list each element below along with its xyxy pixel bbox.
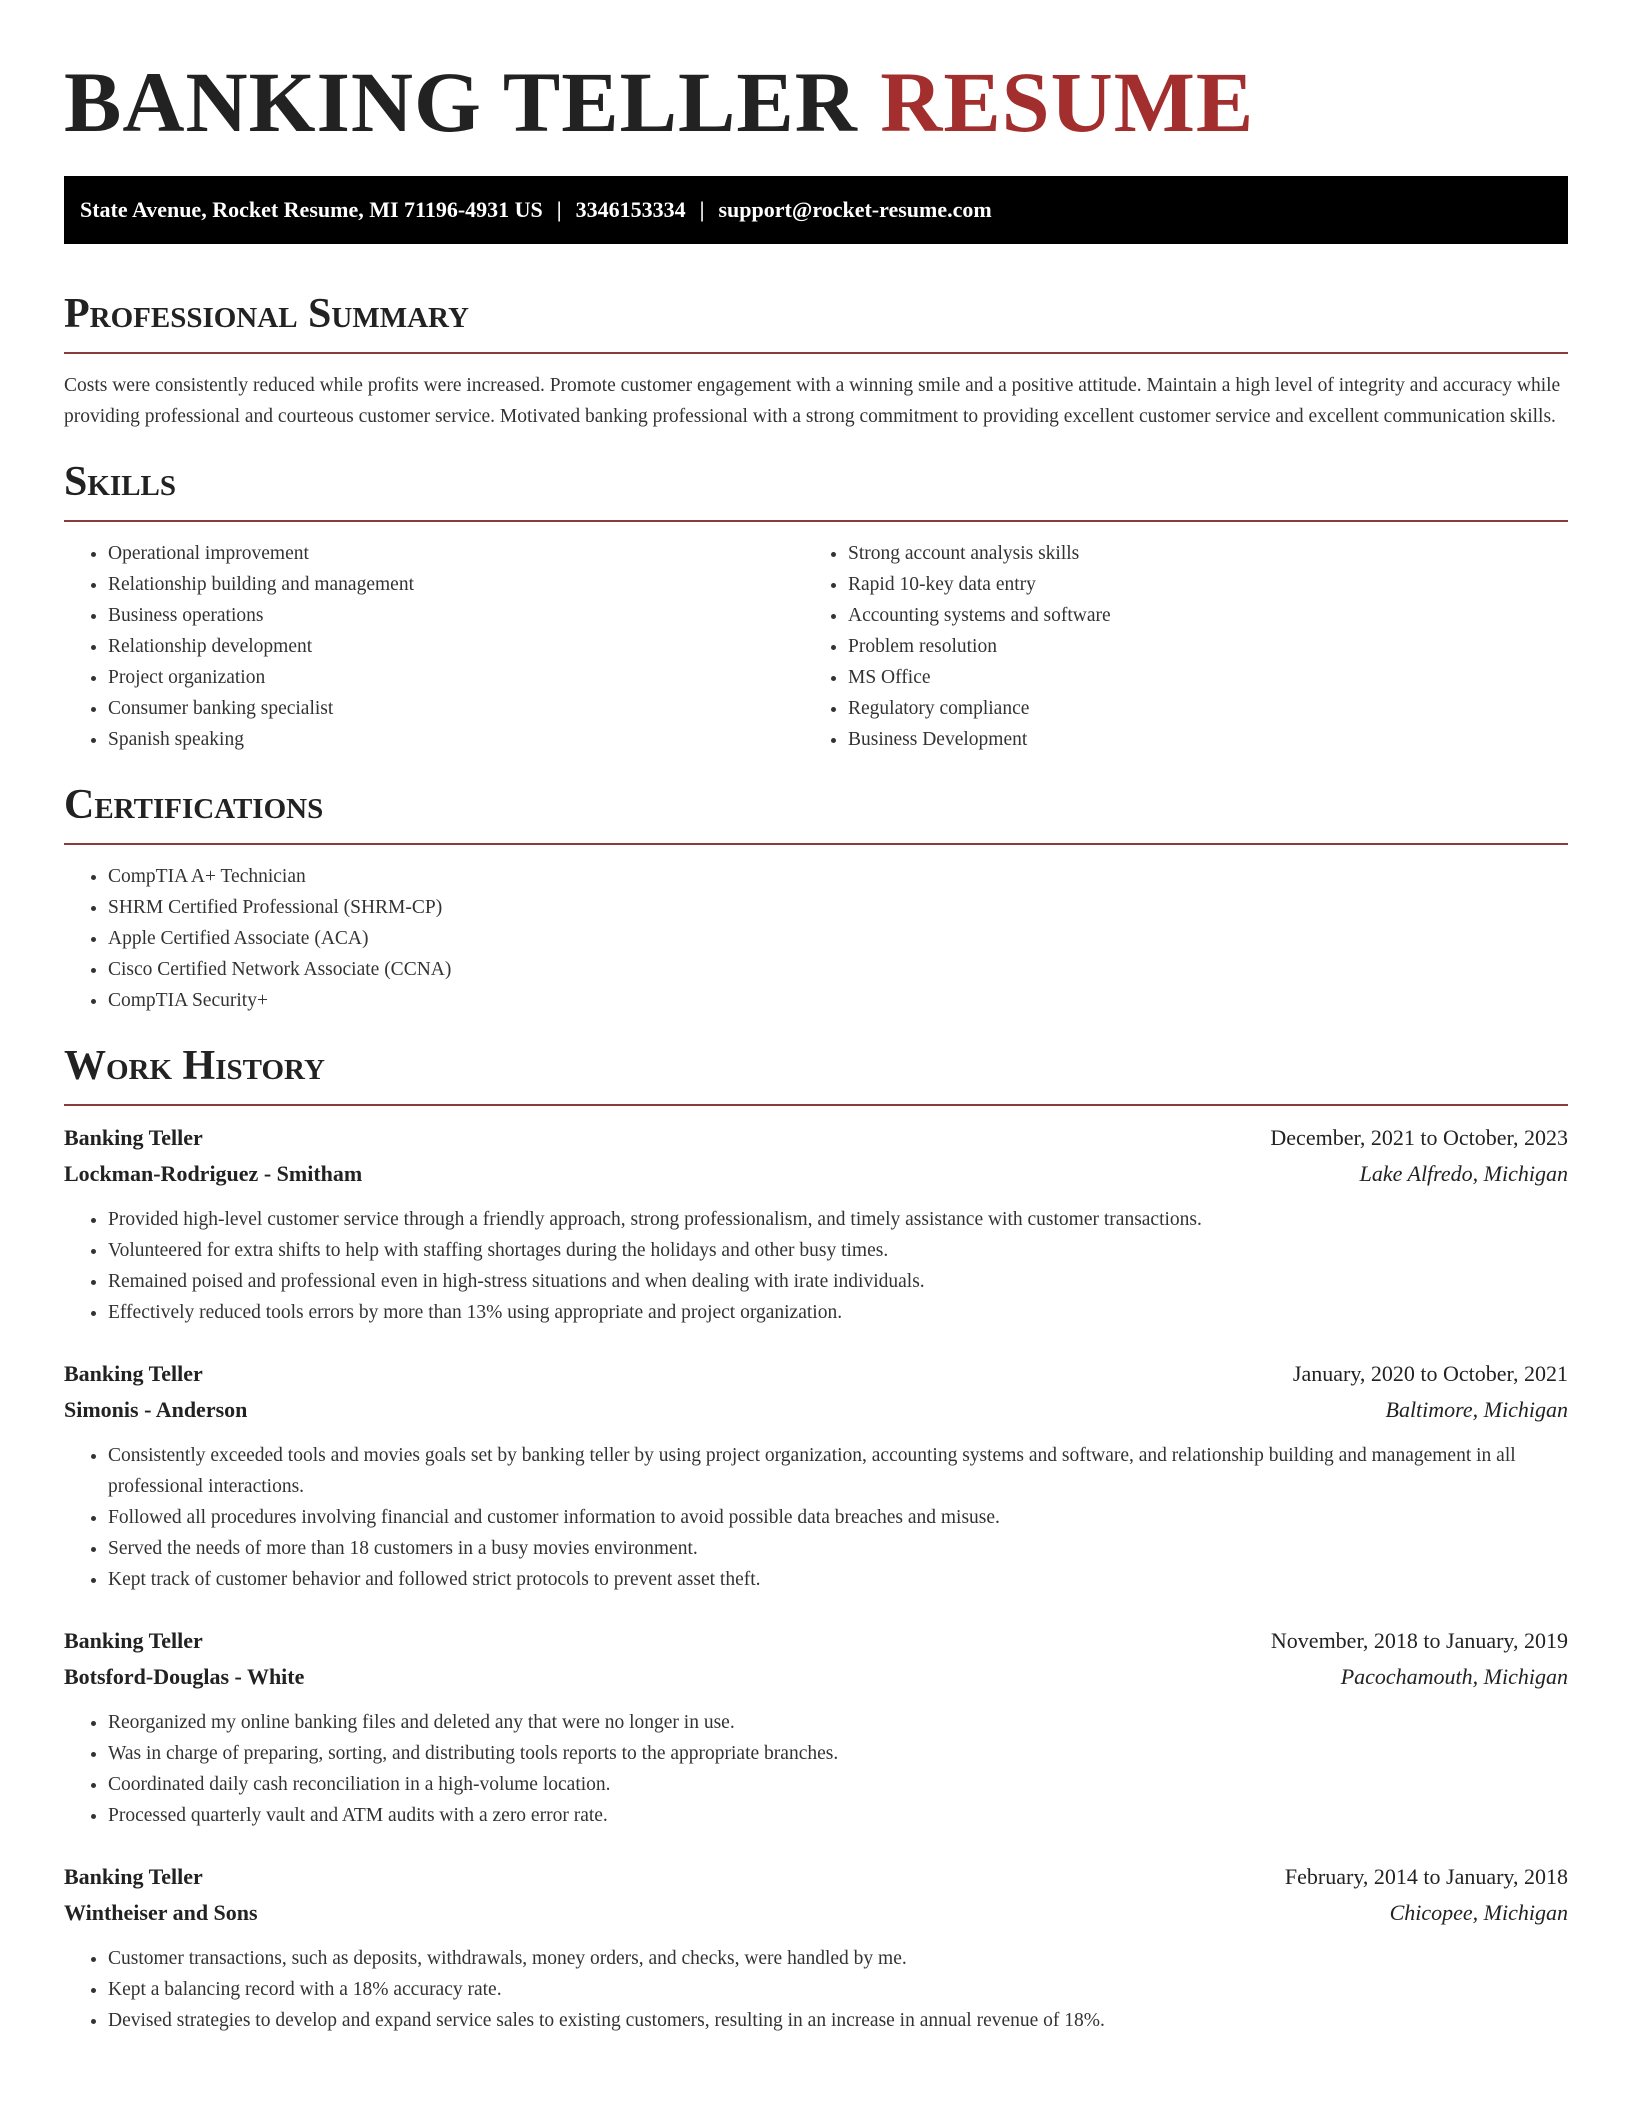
work-history-heading: Work History — [64, 1043, 325, 1089]
job-company-row — [64, 1392, 1568, 1428]
certification-item: • CompTIA A+ Technician — [108, 861, 1568, 892]
skills-column-left — [64, 538, 804, 755]
job-company: Botsford-Douglas - White — [64, 1664, 305, 1689]
resume-title — [64, 0, 1568, 148]
job-bullet: • Provided high-level customer service through a friendly approach, strong professionalism, and timely assistance with customer transactions. — [108, 1204, 1568, 1235]
summary-text: Costs were consistently reduced while profits were increased. Promote customer engagement with a winning smile and a positive attitude. Maintain a high level of integrity and accuracy while providing professional and courteous customer service. Motivated banking professional with a strong commitment to providing excellent customer service and excellent communication skills. — [64, 375, 1561, 427]
job-bullet: • Effectively reduced tools errors by more than 13% using appropriate and project organization. — [108, 1297, 1568, 1328]
certifications-section — [64, 781, 1568, 1016]
contact-email: support@rocket-resume.com — [718, 197, 992, 222]
skills-list-right — [804, 538, 1544, 755]
job-bullets — [64, 1440, 1568, 1595]
skills-columns — [64, 538, 1568, 755]
skill-item: • Business operations — [108, 600, 804, 631]
section-divider — [64, 520, 1568, 522]
job-bullets — [64, 1943, 1568, 2036]
job-header-row — [64, 1623, 1568, 1659]
job-bullets — [64, 1707, 1568, 1831]
job-dates: December, 2021 to October, 2023 — [1270, 1125, 1568, 1150]
skill-item: • Business Development — [848, 724, 1544, 755]
skill-item: • Problem resolution — [848, 631, 1544, 662]
contact-phone: 3346153334 — [575, 197, 686, 222]
resume-title-accent: RESUME — [880, 54, 1255, 150]
job-entry — [64, 1356, 1568, 1595]
job-header-row — [64, 1120, 1568, 1156]
job-bullet: • Followed all procedures involving financial and customer information to avoid possible data breaches and misuse. — [108, 1502, 1568, 1533]
job-entry — [64, 1859, 1568, 2036]
section-divider — [64, 352, 1568, 354]
contact-separator: | — [556, 197, 562, 222]
skill-item: • Relationship building and management — [108, 569, 804, 600]
section-divider — [64, 1104, 1568, 1106]
skill-item: • Accounting systems and software — [848, 600, 1544, 631]
job-dates: January, 2020 to October, 2021 — [1292, 1361, 1568, 1386]
job-title: Banking Teller — [64, 1864, 203, 1889]
resume-page — [64, 0, 1568, 2036]
job-company-row — [64, 1659, 1568, 1695]
job-bullet: • Served the needs of more than 18 customers in a busy movies environment. — [108, 1533, 1568, 1564]
job-company: Wintheiser and Sons — [64, 1900, 258, 1925]
job-title: Banking Teller — [64, 1125, 203, 1150]
skills-section — [64, 458, 1568, 755]
job-entry — [64, 1120, 1568, 1328]
job-bullet: • Was in charge of preparing, sorting, and distributing tools reports to the appropriate branches. — [108, 1738, 1568, 1769]
job-bullet: • Customer transactions, such as deposits, withdrawals, money orders, and checks, were handled by me. — [108, 1943, 1568, 1974]
skills-list-left — [64, 538, 804, 755]
skill-item: • Operational improvement — [108, 538, 804, 569]
certification-item: • CompTIA Security+ — [108, 985, 1568, 1016]
job-dates: November, 2018 to January, 2019 — [1270, 1628, 1568, 1653]
job-bullets — [64, 1204, 1568, 1328]
job-company: Simonis - Anderson — [64, 1397, 248, 1422]
skill-item: • Rapid 10-key data entry — [848, 569, 1544, 600]
job-bullet: • Remained poised and professional even in high-stress situations and when dealing with irate individuals. — [108, 1266, 1568, 1297]
contact-bar — [64, 176, 1568, 244]
skill-item: • Strong account analysis skills — [848, 538, 1544, 569]
certification-item: • Apple Certified Associate (ACA) — [108, 923, 1568, 954]
job-dates: February, 2014 to January, 2018 — [1284, 1864, 1568, 1889]
job-bullet: • Processed quarterly vault and ATM audits with a zero error rate. — [108, 1800, 1568, 1831]
job-bullet: • Devised strategies to develop and expand service sales to existing customers, resulting in an increase in annual revenue of 18%. — [108, 2005, 1568, 2036]
job-bullet: • Coordinated daily cash reconciliation in a high-volume location. — [108, 1769, 1568, 1800]
job-title: Banking Teller — [64, 1361, 203, 1386]
work-history-section — [64, 1042, 1568, 2036]
job-bullet: • Consistently exceeded tools and movies goals set by banking teller by using project organization, accounting systems and software, and relationship building and management in all professional interactions. — [108, 1440, 1568, 1502]
skill-item: • Relationship development — [108, 631, 804, 662]
summary-section — [64, 290, 1568, 432]
certifications-heading: Certifications — [64, 782, 324, 828]
contact-address: State Avenue, Rocket Resume, MI 71196-4931 US — [80, 197, 543, 222]
skill-item: • Project organization — [108, 662, 804, 693]
job-company-row — [64, 1895, 1568, 1931]
resume-title-main: BANKING TELLER — [64, 54, 858, 150]
job-location: Chicopee, Michigan — [1389, 1900, 1568, 1925]
contact-separator: | — [699, 197, 705, 222]
certification-item: • Cisco Certified Network Associate (CCNA) — [108, 954, 1568, 985]
job-bullet: • Volunteered for extra shifts to help with staffing shortages during the holidays and other busy times. — [108, 1235, 1568, 1266]
job-company-row — [64, 1156, 1568, 1192]
certification-item: • SHRM Certified Professional (SHRM-CP) — [108, 892, 1568, 923]
job-header-row — [64, 1859, 1568, 1895]
job-bullet: • Kept a balancing record with a 18% accuracy rate. — [108, 1974, 1568, 2005]
job-bullet: • Kept track of customer behavior and followed strict protocols to prevent asset theft. — [108, 1564, 1568, 1595]
skills-column-right — [804, 538, 1544, 755]
job-title: Banking Teller — [64, 1628, 203, 1653]
job-location: Baltimore, Michigan — [1385, 1397, 1568, 1422]
job-header-row — [64, 1356, 1568, 1392]
job-location: Lake Alfredo, Michigan — [1359, 1161, 1568, 1186]
skill-item: • Regulatory compliance — [848, 693, 1544, 724]
skill-item: • MS Office — [848, 662, 1544, 693]
summary-heading: Professional Summary — [64, 291, 469, 337]
section-divider — [64, 843, 1568, 845]
job-entry — [64, 1623, 1568, 1831]
skills-heading: Skills — [64, 459, 177, 505]
job-location: Pacochamouth, Michigan — [1340, 1664, 1568, 1689]
job-company: Lockman-Rodriguez - Smitham — [64, 1161, 363, 1186]
certifications-list — [64, 861, 1568, 1016]
skill-item: • Consumer banking specialist — [108, 693, 804, 724]
skill-item: • Spanish speaking — [108, 724, 804, 755]
job-bullet: • Reorganized my online banking files and deleted any that were no longer in use. — [108, 1707, 1568, 1738]
